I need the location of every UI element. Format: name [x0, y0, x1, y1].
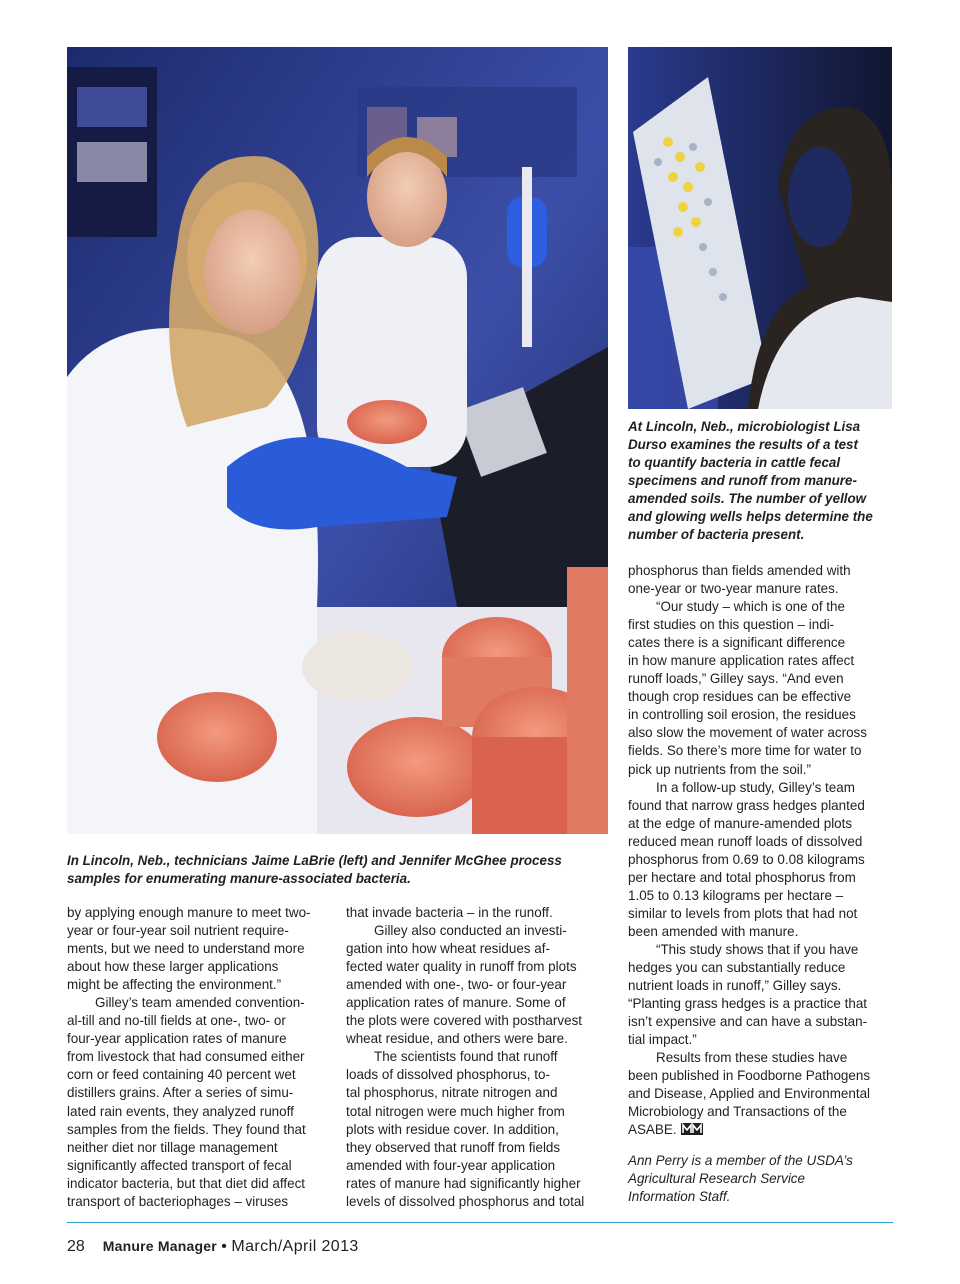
side-caption-line: to quantify bacteria in cattle fecal	[628, 455, 841, 470]
paragraph: Gilley also conducted an investi- gation into how wheat residues af- fected water quality in runoff from plots amended with one-, two- or four-year application rates of manure. Some of the plots were covered with postharvest wheat residue, and others were bare.	[346, 923, 583, 1047]
mm-logo-icon	[681, 1123, 703, 1135]
page-number: 28	[67, 1238, 85, 1255]
main-photo-caption: In Lincoln, Neb., technicians Jaime LaBrie (left) and Jennifer McGhee process samples for enumerating manure-associated bacteria.	[67, 853, 562, 886]
paragraph: Gilley’s team amended convention- al-till and no-till fields at one-, two- or four-year application rates of manure from livestock that had consumed either corn or feed containing 40 percent wet distillers grains. After a series of simu- lated rain events, they analyzed runoff samples from the fields. They found that neither diet nor tillage management significantly affected transport of fecal indicator bacteria, but that diet did affect transport of bacteriophages – viruses	[67, 995, 306, 1209]
paragraph: In a follow-up study, Gilley’s team found that narrow grass hedges planted at the edge of manure-amended plots reduced mean runoff loads of dissolved phosphorus from 0.69 to 0.08 kilograms per hectare and total phosphorus from 1.05 to 0.13 kilograms per hectare – similar to levels from plots that had not been amended with manure.	[628, 779, 865, 939]
issue-date: March/April 2013	[231, 1238, 359, 1255]
side-caption-line: and glowing wells helps determine the	[628, 509, 873, 524]
paragraph: phosphorus than fields amended with one-year or two-year manure rates.	[628, 563, 851, 597]
microbiologist-photo	[628, 47, 892, 409]
article-column-3	[628, 562, 896, 1206]
final-paragraph	[628, 1049, 896, 1139]
magazine-name: Manure Manager	[102, 1238, 217, 1254]
footer-separator: •	[216, 1238, 232, 1255]
footer-divider	[67, 1222, 893, 1223]
side-caption-line: Durso examines the results of a test	[628, 437, 858, 452]
lab-technicians-image	[67, 47, 608, 834]
microbiologist-image	[628, 47, 892, 409]
article-column-2	[346, 904, 614, 1211]
paragraph: that invade bacteria – in the runoff.	[346, 905, 553, 920]
paragraph: “Our study – which is one of the first studies on this question – indi- cates there is a significant difference in how manure application rates affect runoff loads,” Gilley says. “And even though crop residues can be effective in controlling soil erosion, the residues also slow the movement of water across fields. So there’s more time for water to pick up nutrients from the soil.”	[628, 599, 867, 777]
article-column-1	[67, 904, 335, 1211]
paragraph: The scientists found that runoff loads of dissolved phosphorus, to- tal phosphorus, nitrate nitrogen and total nitrogen were much higher from plots with residue cover. In addition, they observed that runoff from fields amended with four-year application rates of manure had significantly higher levels of dissolved phosphorus and total	[346, 1049, 585, 1209]
paragraph-text: Results from these studies have been published in Foodborne Pathogens and Disease, Applied and Environmental Microbiology and Transactions of the ASABE.	[628, 1050, 871, 1138]
side-caption-line: number of bacteria present.	[628, 527, 805, 542]
author-byline: Ann Perry is a member of the USDA’s Agricultural Research Service Information Staff.	[628, 1152, 853, 1204]
paragraph: “This study shows that if you have hedges you can substantially reduce nutrient loads in runoff,” Gilley says. “Planting grass hedges is a practice that isn’t expensive and can have a substan- tial impact.”	[628, 941, 868, 1048]
side-caption-line: At Lincoln, Neb., microbiologist Lisa	[628, 419, 861, 434]
side-caption-line: specimens and runoff from manure-	[628, 473, 857, 488]
page-footer	[67, 1236, 359, 1256]
side-caption-line: amended soils. The number of yellow	[628, 491, 867, 506]
lab-technicians-photo	[67, 47, 608, 834]
paragraph: by applying enough manure to meet two- year or four-year soil nutrient require- ments, but we need to understand more about how these larger applications might be affecting the environment.”	[67, 905, 311, 993]
side-photo-caption	[628, 418, 896, 544]
